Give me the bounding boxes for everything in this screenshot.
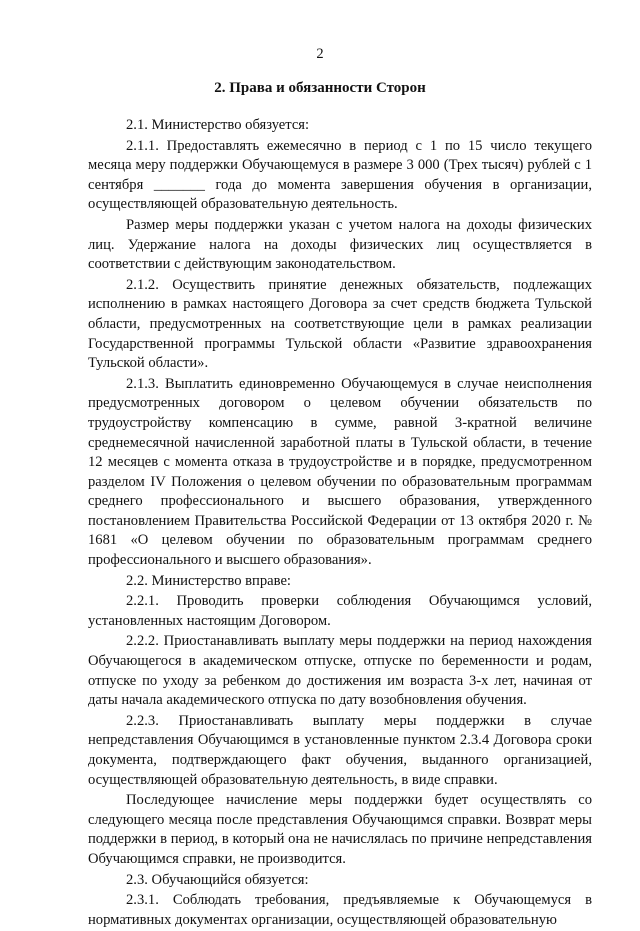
paragraph: Размер меры поддержки указан с учетом налога на доходы физических лиц. Удержание налога на доходы физических лиц осуществляется в соответствии с действующим законодательством. bbox=[88, 216, 592, 273]
paragraph: 2.1. Министерство обязуется: bbox=[126, 117, 310, 133]
paragraph: 2.3. Обучающийся обязуется: bbox=[126, 871, 309, 888]
paragraph: 2.2.1. Проводить проверки соблюдения Обучающимся условий, установленных настоящим Договором. bbox=[88, 593, 592, 629]
paragraph: 2.2. Министерство вправе: bbox=[126, 572, 291, 589]
paragraph: Последующее начисление меры поддержки будет осуществлять со следующего месяца после представления Обучающимся справки. Возврат меры поддержки в период, в который она не начислялась по причине непредставления Обучающимся справки, не производится. bbox=[88, 792, 592, 867]
paragraph: 2.1.2. Осуществить принятие денежных обязательств, подлежащих исполнению в рамках настоящего Договора за счет средств бюджета Тульской области, предусмотренных на соответствующие цели в рамках реализации Государственной программы Тульской области «Развитие здравоохранения Тульской области». bbox=[88, 276, 592, 372]
paragraph: 2.1.3. Выплатить единовременно Обучающемуся в случае неисполнения предусмотренных договором о целевом обучении обязательств по трудоустройству компенсацию в сумме, равной 3-кратной величине среднемесячной начисленной заработной платы в Тульской области, в течение 12 месяцев с момента отказа в трудоустройстве и в порядке, предусмотренном разделом IV Положения о целевом обучении по образовательным программам среднего профессионального и высшего образования, утвержденного постановлением Правительства Российской Федерации от 13 октября 2020 г. № 1681 «О целевом обучении по образовательным программам среднего профессионального и высшего образования». bbox=[88, 375, 592, 569]
paragraph: 2.1.1. Предоставлять ежемесячно в период с 1 по 15 число текущего месяца меру поддержки Обучающемуся в размере 3 000 (Трех тысяч) рублей с 1 сентября _______ года до момента завершения обучения в организации, осуществляющей образовательную деятельность. bbox=[88, 137, 592, 213]
paragraph: 2.2.2. Приостанавливать выплату меры поддержки на период нахождения Обучающегося в академическом отпуске, отпуске по беременности и родам, отпуске по уходу за ребенком до достижения им возраста 3-х лет, начиная от даты начала академического отпуска по дату возобновления обучения. bbox=[88, 633, 592, 709]
document-body bbox=[88, 116, 592, 931]
paragraph: 2.2.3. Приостанавливать выплату меры поддержки в случае непредставления Обучающимся в установленные пунктом 2.3.4 Договора сроки документа, подтверждающего факт обучения, выданного организацией, осуществляющей образовательную деятельность, в виде справки. bbox=[88, 712, 592, 788]
page-number: 2 bbox=[316, 46, 324, 62]
section-title: 2. Права и обязанности Сторон bbox=[214, 80, 426, 96]
paragraph: 2.3.1. Соблюдать требования, предъявляемые к Обучающемуся в нормативных документах организации, осуществляющей образовательную bbox=[88, 892, 592, 928]
